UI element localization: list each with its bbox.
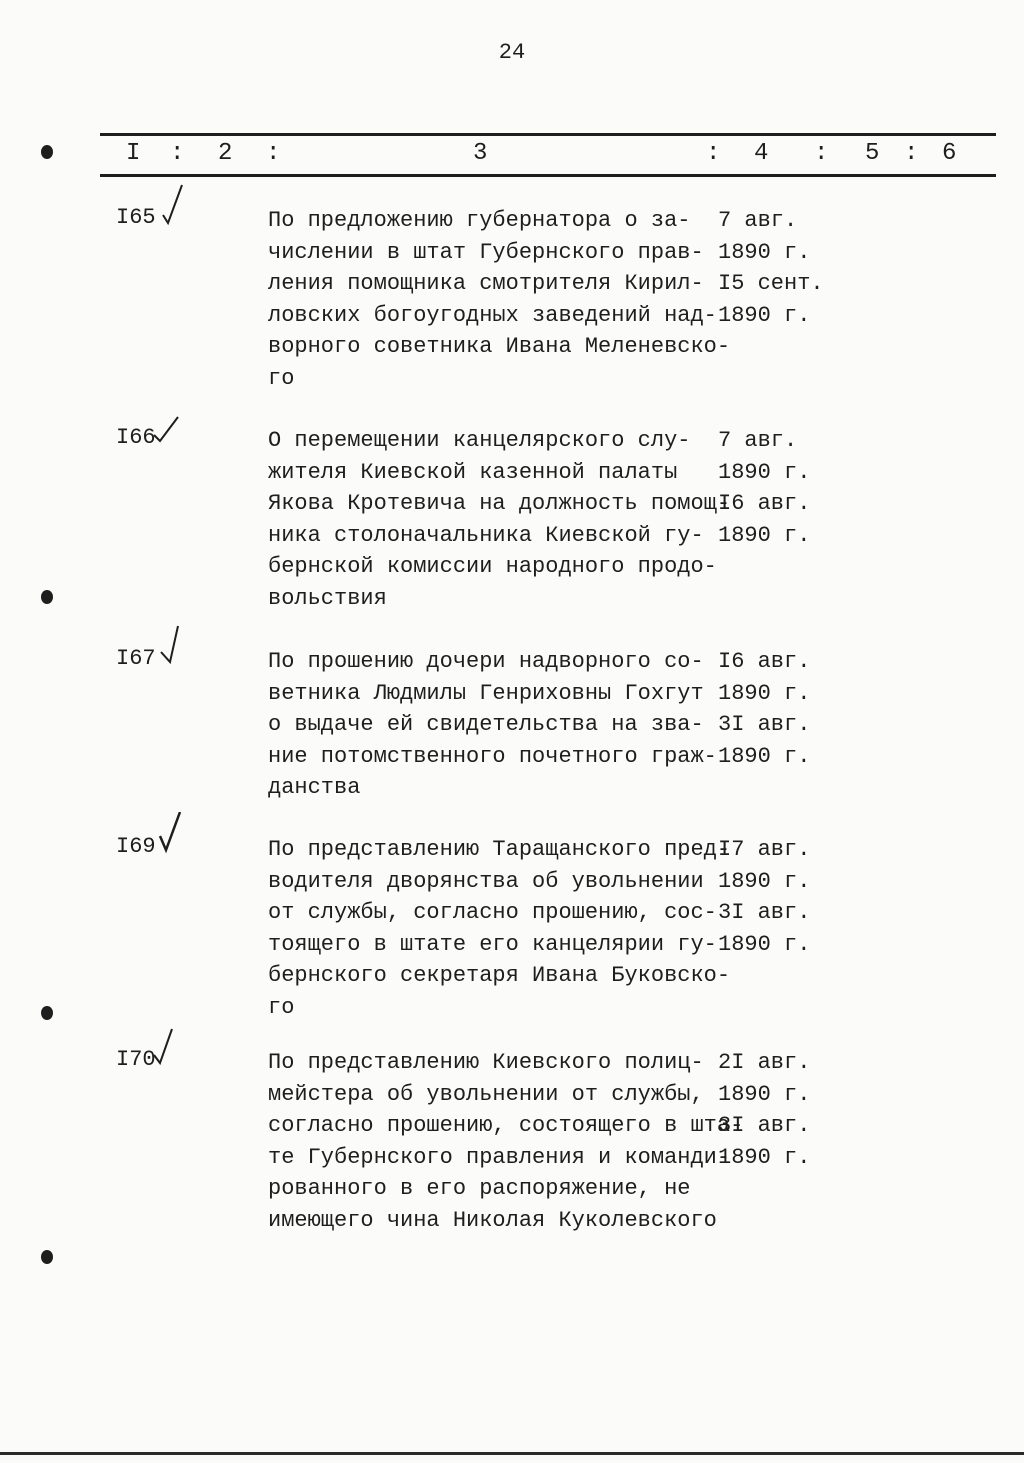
start-year: 1890 г. — [718, 459, 811, 485]
start-date: 7 авг. — [718, 428, 798, 453]
page-bottom-edge — [0, 1452, 1024, 1455]
column-separator: : — [904, 140, 919, 167]
binding-hole — [41, 1006, 53, 1020]
entry-number: I66 — [116, 425, 156, 450]
entry-dates — [718, 1047, 838, 1173]
text-line: вольствия — [268, 585, 387, 611]
text-line: ника столоначальника Киевской гу- — [268, 522, 704, 548]
column-header-4: 4 — [754, 140, 769, 167]
text-line: жителя Киевской казенной палаты — [268, 459, 678, 485]
text-line: По прошению дочери надворного со- — [268, 649, 704, 674]
text-line: ние потомственного почетного граж- — [268, 743, 717, 769]
entry-description — [268, 646, 720, 804]
entry-number: I67 — [116, 646, 156, 671]
text-line: ления помощника смотрителя Кирил- — [268, 271, 704, 296]
text-line: имеющего чина Николая Куколевского — [268, 1207, 717, 1233]
column-header-3: 3 — [473, 140, 488, 167]
entry-description — [268, 1047, 744, 1236]
binding-hole — [41, 590, 53, 604]
end-year: 1890 г. — [718, 522, 811, 548]
binding-hole — [41, 145, 53, 159]
entry-description — [268, 205, 731, 394]
column-header-2: 2 — [218, 140, 233, 167]
start-date: 2I авг. — [718, 1050, 811, 1075]
checkmark-icon — [152, 403, 182, 449]
text-line: рованного в его распоряжение, не — [268, 1176, 691, 1201]
start-year: 1890 г. — [718, 680, 811, 706]
text-line: мейстера об увольнении от службы, — [268, 1081, 704, 1107]
end-date: 3I авг. — [718, 1113, 811, 1138]
text-line: тоящего в штате его канцелярии гу- — [268, 931, 717, 957]
entry-number: I65 — [116, 205, 156, 230]
binding-hole — [41, 1250, 53, 1264]
text-line: го — [268, 365, 295, 391]
entry-dates — [718, 205, 838, 331]
entry-number: I69 — [116, 834, 156, 859]
column-separator: : — [266, 140, 281, 167]
table-header-bottom-rule — [100, 174, 996, 177]
text-line: бернской комиссии народного продо- — [268, 554, 717, 579]
text-line: водителя дворянства об увольнении — [268, 868, 704, 894]
entry-description — [268, 425, 731, 614]
end-date: I5 сент. — [718, 271, 824, 296]
text-line: ветника Людмилы Генриховны Гохгут — [268, 680, 704, 706]
text-line: о выдаче ей свидетельства на зва- — [268, 712, 704, 737]
text-line: Якова Кротевича на должность помощ- — [268, 491, 731, 516]
entry-dates — [718, 646, 838, 772]
text-line: от службы, согласно прошению, сос- — [268, 900, 717, 925]
text-line: О перемещении канцелярского слу- — [268, 428, 691, 453]
checkmark-icon — [156, 812, 186, 858]
entry-dates — [718, 834, 838, 960]
table-header-top-rule — [100, 133, 996, 136]
start-year: 1890 г. — [718, 1081, 811, 1107]
column-header-6: 6 — [942, 140, 957, 167]
end-date: 3I авг. — [718, 900, 811, 925]
checkmark-icon — [158, 624, 188, 670]
end-year: 1890 г. — [718, 743, 811, 769]
column-header-5: 5 — [865, 140, 880, 167]
text-line: По представлению Киевского полиц- — [268, 1050, 704, 1075]
end-date: I6 авг. — [718, 491, 811, 516]
end-year: 1890 г. — [718, 302, 811, 328]
text-line: По предложению губернатора о за- — [268, 208, 691, 233]
text-line: данства — [268, 775, 361, 800]
text-line: числении в штат Губернского прав- — [268, 239, 704, 265]
column-separator: : — [706, 140, 721, 167]
column-separator: : — [170, 140, 185, 167]
end-year: 1890 г. — [718, 931, 811, 957]
text-line: бернского секретаря Ивана Буковско- — [268, 963, 731, 988]
start-date: 7 авг. — [718, 208, 798, 233]
end-year: 1890 г. — [718, 1144, 811, 1170]
start-date: I6 авг. — [718, 649, 811, 674]
entry-dates — [718, 425, 838, 551]
column-separator: : — [814, 140, 829, 167]
column-header-1: I — [126, 140, 141, 167]
text-line: ворного советника Ивана Меленевско- — [268, 334, 731, 359]
start-date: I7 авг. — [718, 837, 811, 862]
start-year: 1890 г. — [718, 868, 811, 894]
checkmark-icon — [160, 183, 190, 229]
start-year: 1890 г. — [718, 239, 811, 265]
text-line: согласно прошению, состоящего в шта- — [268, 1113, 744, 1138]
text-line: те Губернского правления и команди- — [268, 1144, 731, 1170]
text-line: По представлению Таращанского пред- — [268, 837, 731, 862]
page-number: 24 — [498, 40, 526, 65]
text-line: ловских богоугодных заведений над- — [268, 302, 717, 328]
entry-number: I70 — [116, 1047, 156, 1072]
text-line: го — [268, 994, 295, 1020]
checkmark-icon — [152, 1025, 182, 1071]
entry-description — [268, 834, 731, 1023]
end-date: 3I авг. — [718, 712, 811, 737]
